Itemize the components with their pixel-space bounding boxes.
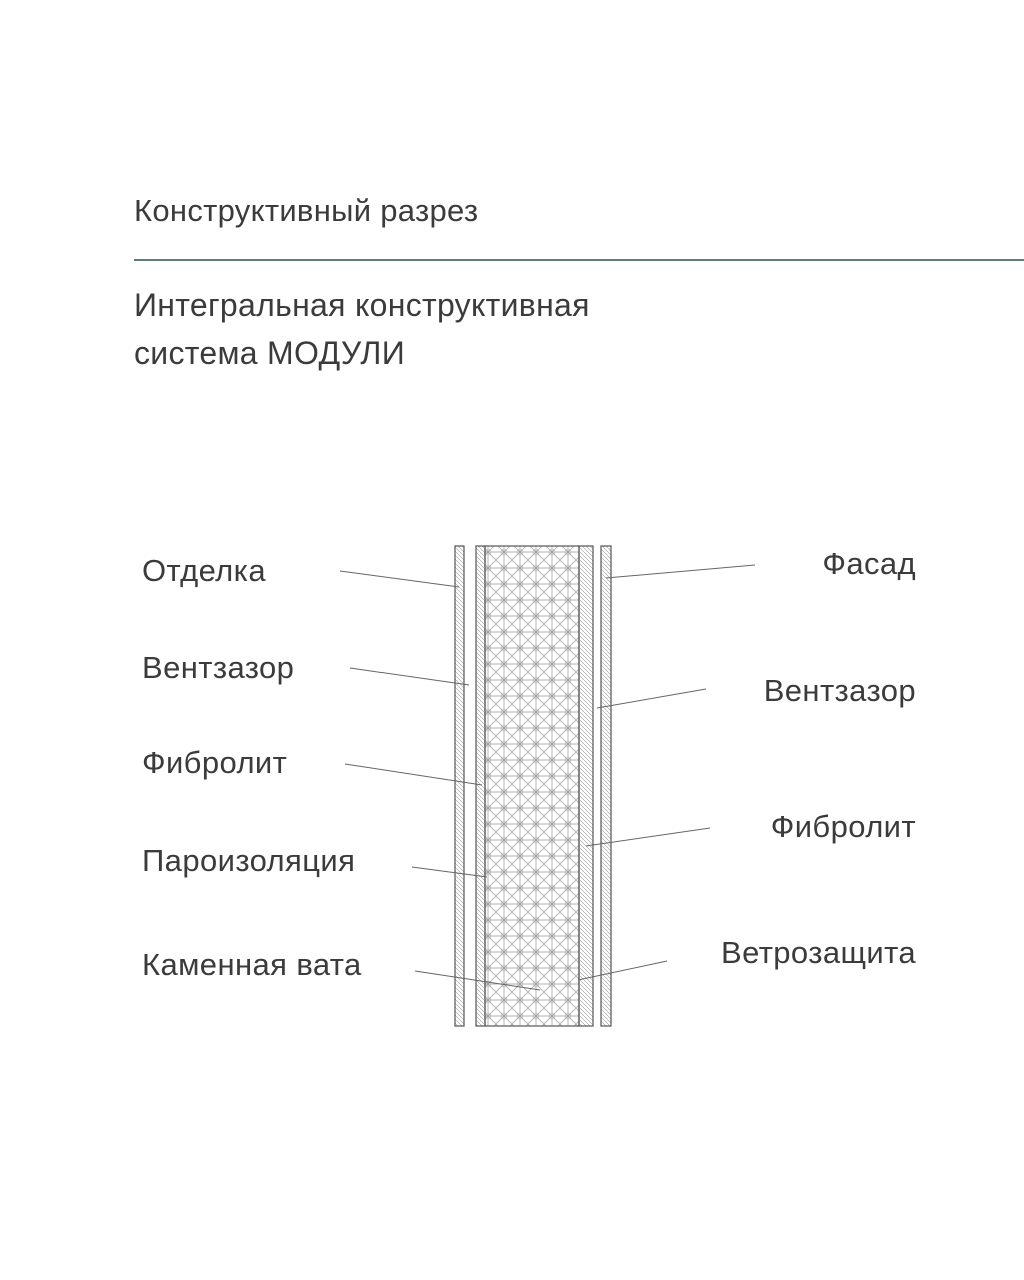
label-fibrolite-left: Фибролит	[142, 745, 288, 780]
label-finish: Отделка	[142, 553, 266, 588]
label-fibrolite-right: Фибролит	[770, 809, 916, 844]
label-vent-gap-left: Вентзазор	[142, 650, 295, 685]
layer-stone-wool	[485, 546, 579, 1026]
leader-gap-left	[350, 668, 469, 685]
label-vapor-barrier: Пароизоляция	[142, 843, 356, 878]
section-title: Конструктивный разрез	[134, 193, 479, 228]
label-facade: Фасад	[822, 546, 916, 581]
label-vent-gap-right: Вентзазор	[763, 673, 916, 708]
layer-inner-fibrolite	[476, 546, 485, 1026]
layer-finish	[455, 546, 464, 1026]
leader-facade	[606, 565, 755, 578]
layer-facade	[601, 546, 611, 1026]
label-windproof: Ветрозащита	[721, 935, 916, 970]
subtitle-line-1: Интегральная конструктивная	[134, 287, 590, 323]
subtitle-line-2: система МОДУЛИ	[134, 335, 405, 371]
label-stone-wool: Каменная вата	[142, 947, 362, 982]
leader-gap-right	[597, 689, 706, 708]
leader-finish	[340, 571, 459, 587]
layer-outer-fibrolite	[579, 546, 593, 1026]
